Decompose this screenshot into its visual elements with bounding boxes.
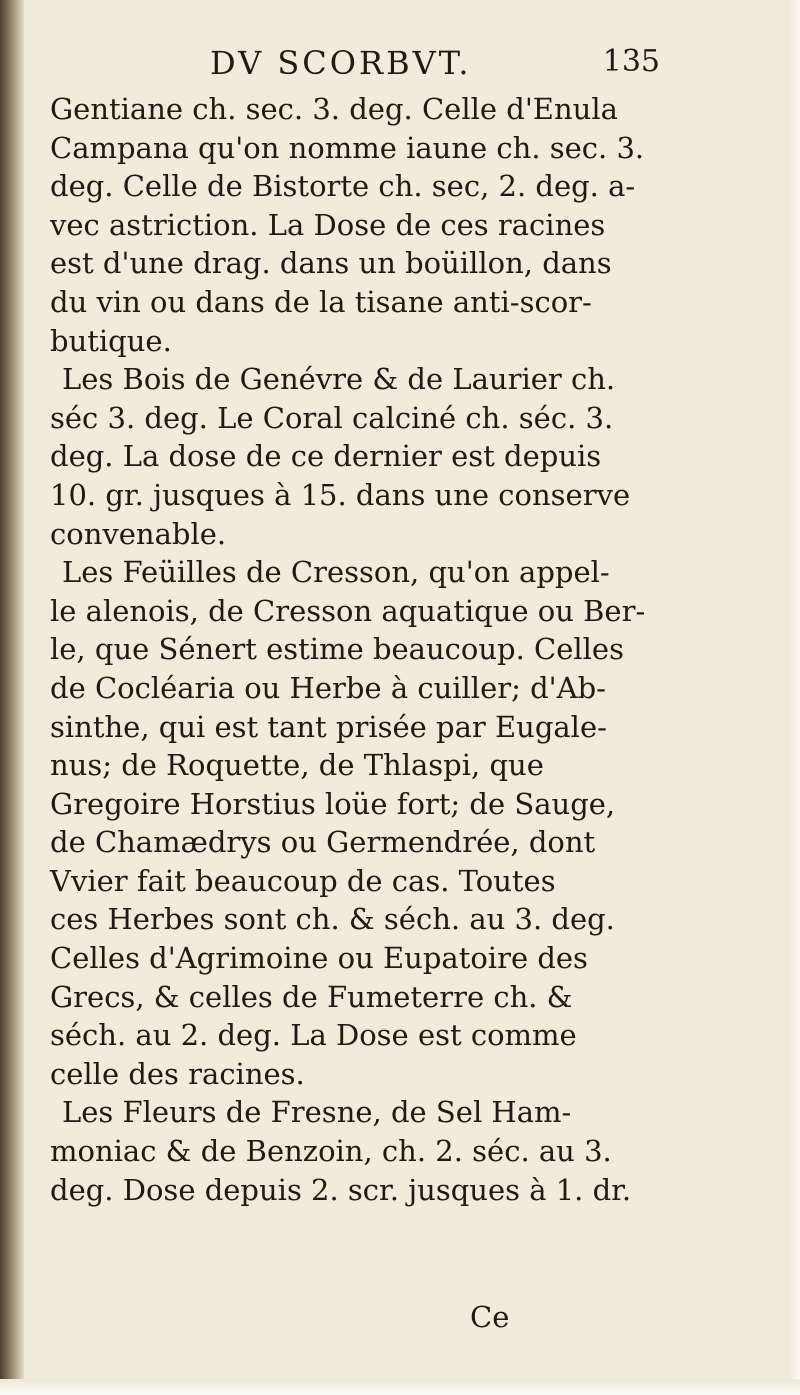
body-text xyxy=(50,90,670,1209)
text-line: Campana qu'on nomme iaune ch. sec. 3. xyxy=(50,130,645,165)
text-line: Vvier fait beaucoup de cas. Toutes xyxy=(50,863,556,898)
text-line: Les Feüilles de Cresson, qu'on appel- xyxy=(62,555,610,590)
page-number: 135 xyxy=(602,44,660,79)
text-line: Gregoire Horstius loüe fort; de Sauge, xyxy=(50,786,616,821)
text-line: le, que Sénert estime beaucoup. Celles xyxy=(50,632,624,667)
text-line: deg. La dose de ce dernier est depuis xyxy=(50,439,602,474)
running-title: DV SCORBVT. xyxy=(210,44,472,82)
page-bottom-margin xyxy=(0,1379,800,1395)
text-line: celle des racines. xyxy=(50,1056,305,1091)
text-line: Grecs, & celles de Fumeterre ch. & xyxy=(50,979,573,1014)
text-line: Celles d'Agrimoine ou Eupatoire des xyxy=(50,941,588,976)
text-line: nus; de Roquette, de Thlaspi, que xyxy=(50,748,544,783)
text-line: convenable. xyxy=(50,516,227,551)
page-right-margin xyxy=(786,0,800,1395)
text-line: deg. Celle de Bistorte ch. sec, 2. deg. a- xyxy=(50,169,636,204)
page-header xyxy=(210,44,660,90)
text-line: 10. gr. jusques à 15. dans une conserve xyxy=(50,477,631,512)
text-line: Les Fleurs de Fresne, de Sel Ham- xyxy=(62,1095,572,1130)
catchword: Ce xyxy=(470,1300,510,1334)
text-line: vec astriction. La Dose de ces racines xyxy=(50,207,606,242)
text-line: de Cocléaria ou Herbe à cuiller; d'Ab- xyxy=(50,670,606,705)
text-line: butique. xyxy=(50,323,172,358)
text-line: est d'une drag. dans un boüillon, dans xyxy=(50,246,612,281)
text-line: ces Herbes sont ch. & séch. au 3. deg. xyxy=(50,902,615,937)
text-line: sinthe, qui est tant prisée par Eugale- xyxy=(50,709,607,744)
text-line: Les Bois de Genévre & de Laurier ch. xyxy=(62,362,616,397)
text-line: séc 3. deg. Le Coral calciné ch. séc. 3. xyxy=(50,400,614,435)
page-gutter-shadow xyxy=(0,0,24,1395)
text-line: le alenois, de Cresson aquatique ou Ber- xyxy=(50,593,646,628)
text-line: séch. au 2. deg. La Dose est comme xyxy=(50,1018,577,1053)
text-line: moniac & de Benzoin, ch. 2. séc. au 3. xyxy=(50,1134,612,1169)
text-line: du vin ou dans de la tisane anti-scor- xyxy=(50,284,592,319)
text-line: Gentiane ch. sec. 3. deg. Celle d'Enula xyxy=(50,92,618,126)
text-line: deg. Dose depuis 2. scr. jusques à 1. dr. xyxy=(50,1172,632,1207)
text-line: de Chamædrys ou Germendrée, dont xyxy=(50,825,596,860)
